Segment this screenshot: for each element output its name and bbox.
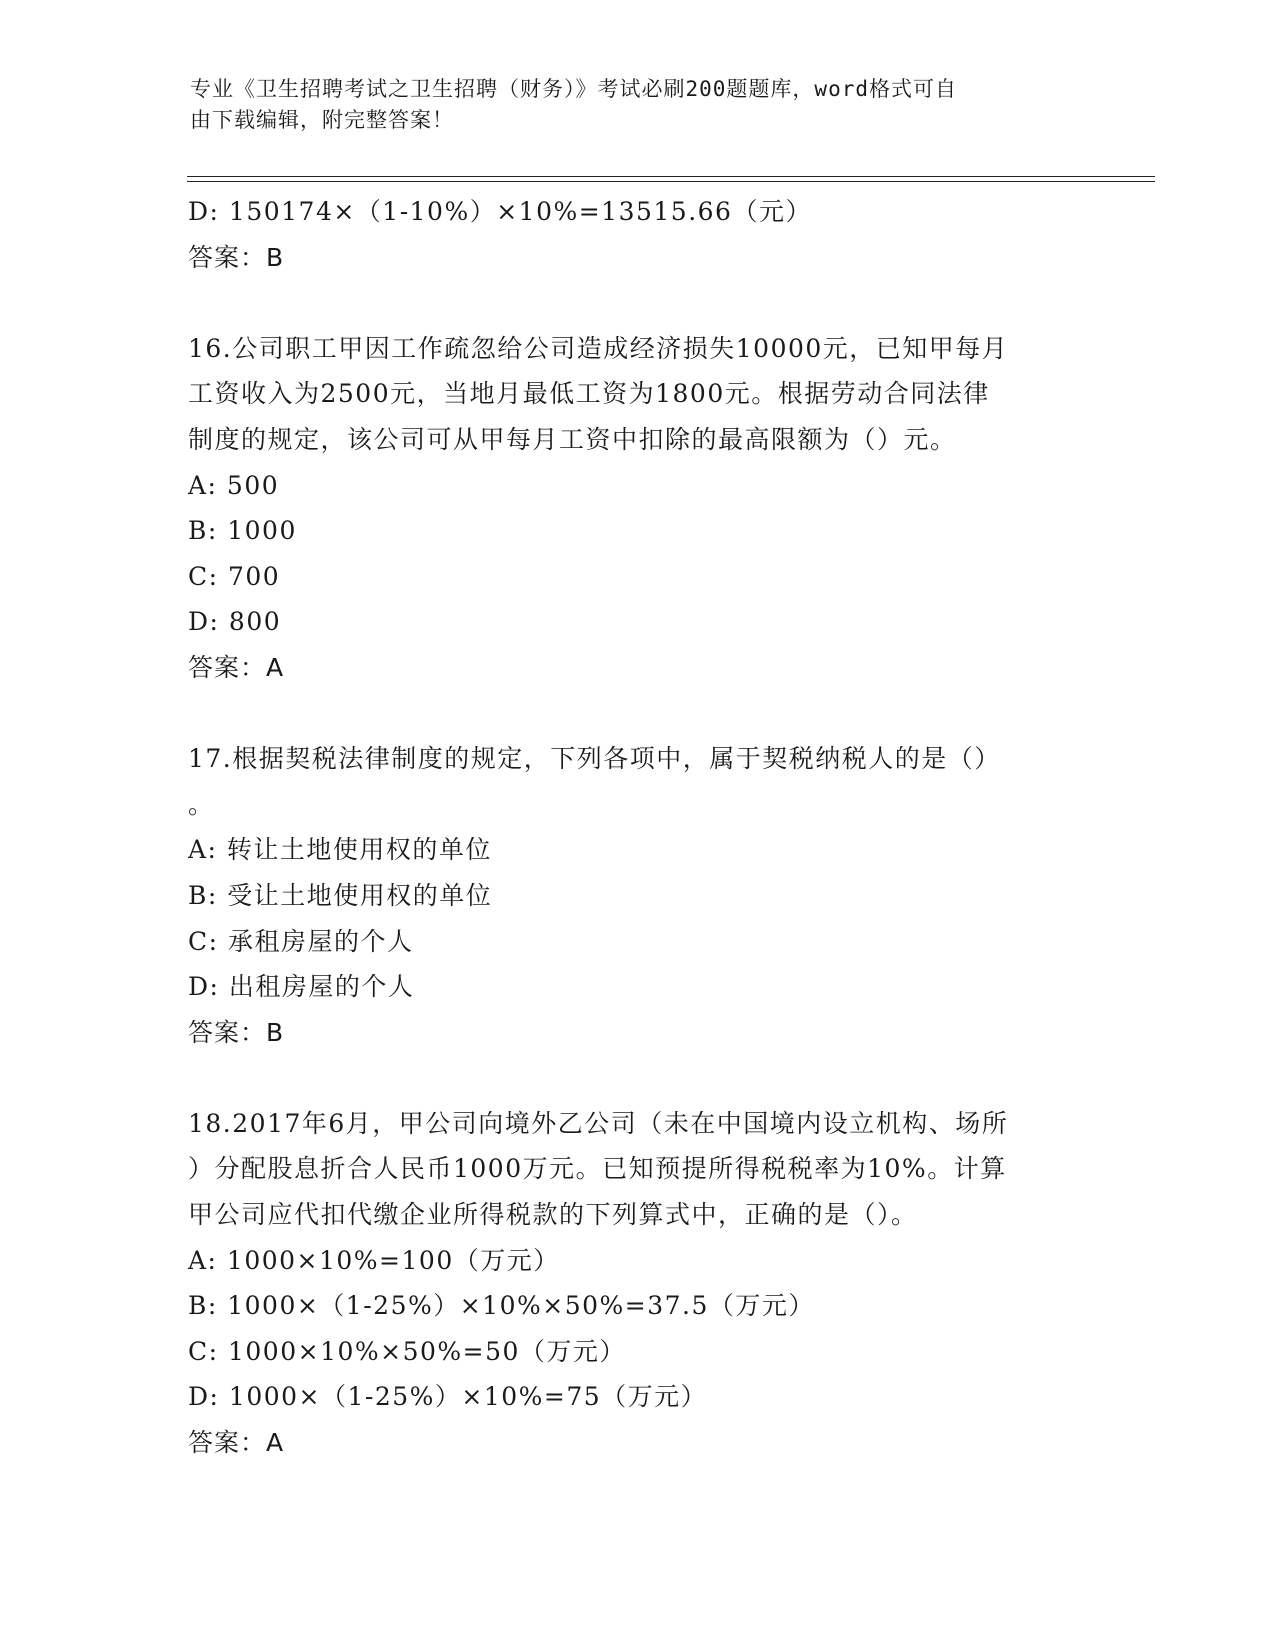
- question-18-option-d: D: 1000×（1-25%）×10%=75（万元）: [188, 1382, 708, 1412]
- question-16-option-b: B: 1000: [188, 516, 297, 546]
- question-18-answer: 答案：A: [188, 1428, 285, 1458]
- spacer: [188, 280, 1088, 326]
- question-17: [188, 736, 1088, 1055]
- question-16-option-a: A: 500: [188, 470, 280, 500]
- prev-answer: 答案：B: [188, 242, 285, 272]
- question-16: [188, 326, 1088, 691]
- question-list: [188, 189, 1088, 1466]
- question-18-stem-line-1: 18.2017年6月，甲公司向境外乙公司（未在中国境内设立机构、场所: [188, 1108, 1009, 1138]
- question-17-option-a: A: 转让土地使用权的单位: [188, 835, 492, 865]
- question-16-stem-line-2: 工资收入为2500元，当地月最低工资为1800元。根据劳动合同法律: [188, 379, 990, 409]
- question-17-option-d: D: 出租房屋的个人: [188, 972, 415, 1002]
- question-17-answer: 答案：B: [188, 1017, 285, 1047]
- question-16-answer: 答案：A: [188, 652, 285, 682]
- question-16-option-d: D: 800: [188, 607, 282, 637]
- prev-option-d: D: 150174×（1-10%）×10%=13515.66（元）: [188, 197, 812, 226]
- header-divider-top: [187, 176, 1155, 177]
- question-16-option-c: C: 700: [188, 561, 281, 591]
- question-16-stem-line-1: 16.公司职工甲因工作疏忽给公司造成经济损失10000元，已知甲每月: [188, 333, 1009, 363]
- question-18-option-a: A: 1000×10%=100（万元）: [188, 1245, 560, 1275]
- question-17-option-b: B: 受让土地使用权的单位: [188, 880, 493, 910]
- document-header: [190, 74, 1070, 136]
- question-17-stem-line-1: 17.根据契税法律制度的规定，下列各项中，属于契税纳税人的是（）: [188, 744, 1001, 774]
- question-18-stem-line-3: 甲公司应代扣代缴企业所得税款的下列算式中，正确的是（）。: [188, 1200, 918, 1230]
- header-line-1: 专业《卫生招聘考试之卫生招聘（财务）》考试必刷200题题库，word格式可自: [190, 77, 957, 101]
- question-17-option-c: C: 承租房屋的个人: [188, 926, 414, 956]
- header-divider-bottom: [187, 181, 1155, 182]
- question-18-stem-line-2: ）分配股息折合人民币1000万元。已知预提所得税税率为10%。计算: [188, 1154, 1007, 1184]
- header-line-2: 由下载编辑，附完整答案！: [190, 108, 454, 132]
- question-18-option-b: B: 1000×（1-25%）×10%×50%=37.5（万元）: [188, 1291, 815, 1321]
- question-16-stem-line-3: 制度的规定，该公司可从甲每月工资中扣除的最高限额为（）元。: [188, 424, 957, 454]
- question-18-option-c: C: 1000×10%×50%=50（万元）: [188, 1336, 626, 1366]
- spacer: [188, 1055, 1088, 1101]
- question-17-stem-line-2: 。: [188, 789, 215, 819]
- question-18: [188, 1101, 1088, 1466]
- spacer: [188, 691, 1088, 737]
